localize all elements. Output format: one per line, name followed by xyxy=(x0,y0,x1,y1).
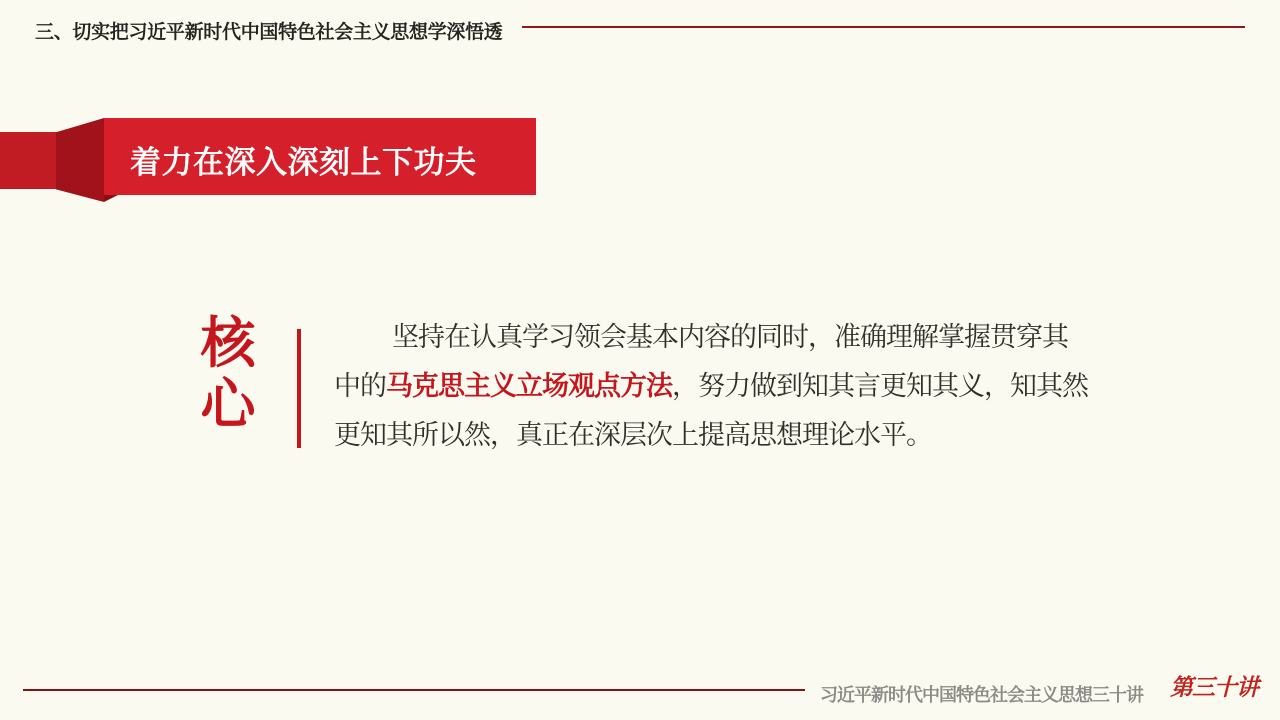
section-header-title: 三、切实把习近平新时代中国特色社会主义思想学深悟透 xyxy=(35,22,503,43)
footer-edition-badge: 第三十讲 xyxy=(1170,674,1258,701)
paragraph-segment: 中的 xyxy=(334,371,386,401)
core-divider xyxy=(297,329,301,448)
ribbon-tail xyxy=(0,132,58,189)
keyword-highlight: 马克思主义立场观点方法 xyxy=(386,371,672,401)
ribbon-fold xyxy=(56,118,104,202)
core-paragraph xyxy=(334,313,1114,460)
paragraph-line: 坚持在认真学习领会基本内容的同时，准确理解掌握贯穿其 xyxy=(392,322,1068,352)
paragraph-line xyxy=(334,362,1114,411)
footer-series-title: 习近平新时代中国特色社会主义思想三十讲 xyxy=(820,685,1143,705)
paragraph-line: 更知其所以然，真正在深层次上提高思想理论水平。 xyxy=(334,420,932,450)
ribbon-banner xyxy=(104,118,536,195)
banner-title: 着力在深入深刻上下功夫 xyxy=(130,145,477,180)
paragraph-segment: ，努力做到知其言更知其义，知其然 xyxy=(672,371,1088,401)
footer-rule xyxy=(23,689,805,691)
core-keyword: 核心 xyxy=(200,312,256,435)
ribbon-fold-under xyxy=(104,195,118,202)
header-rule xyxy=(522,26,1245,28)
